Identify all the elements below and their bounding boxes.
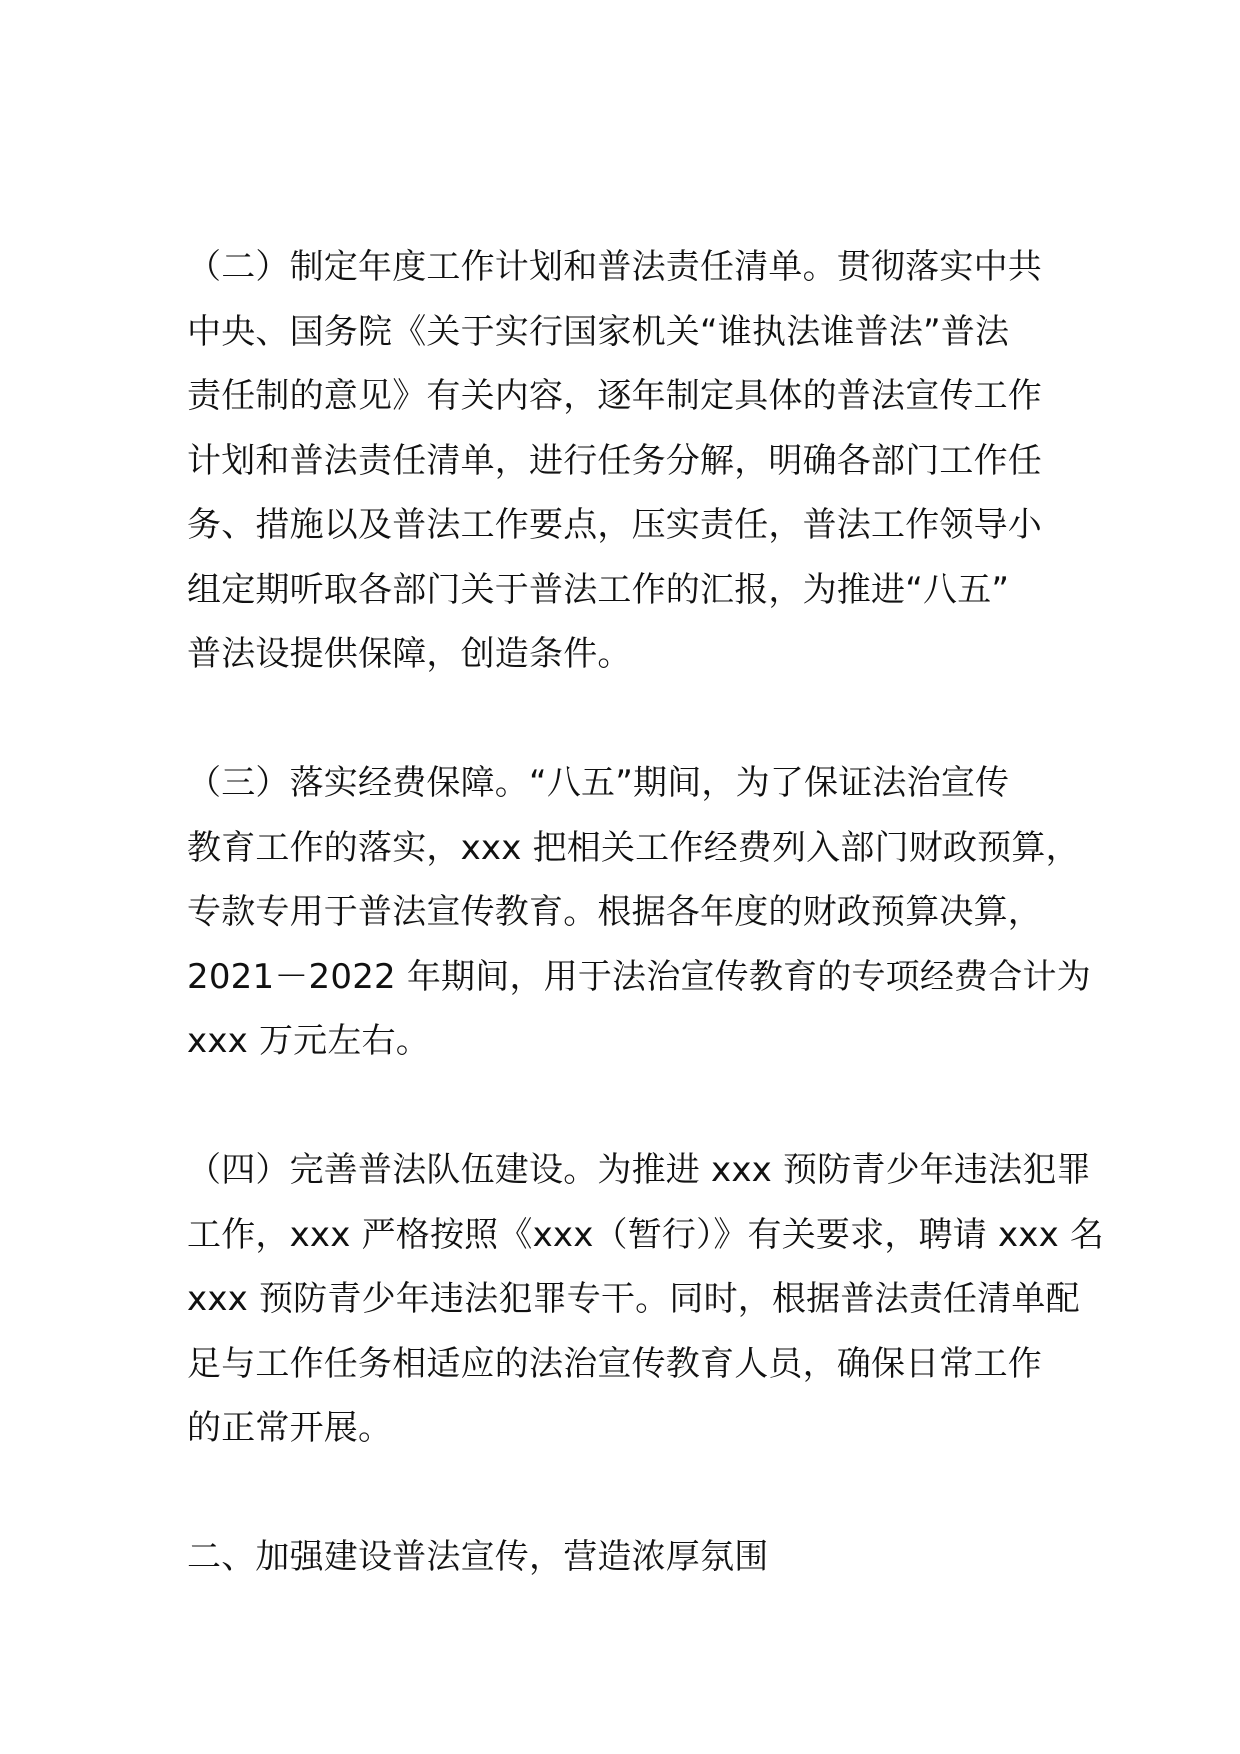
paragraph-line: 务、措施以及普法工作要点，压实责任，普法工作领导小	[187, 505, 1042, 545]
paragraph-spacer	[187, 1074, 1067, 1139]
paragraph-line: xxx 预防青少年违法犯罪专干。同时，根据普法责任清单配	[187, 1279, 1080, 1319]
paragraph-line: 计划和普法责任清单，进行任务分解，明确各部门工作任	[187, 440, 1042, 481]
paragraph-line: 足与工作任务相适应的法治宣传教育人员，确保日常工作	[187, 1343, 1042, 1384]
paragraph-line: （四）完善普法队伍建设。为推进 xxx 预防青少年违法犯罪	[187, 1150, 1091, 1190]
section-heading: 二、加强建设普法宣传，营造浓厚氛围	[187, 1537, 769, 1577]
paragraph-line: xxx 万元左右。	[187, 1021, 430, 1061]
document-body	[187, 235, 1105, 1590]
paragraph-section-2	[187, 235, 1067, 687]
paragraph-line: 专款专用于普法宣传教育。根据各年度的财政预算决算，	[187, 892, 1042, 932]
paragraph-line: 普法设提供保障，创造条件。	[187, 634, 632, 674]
paragraph-line: 组定期听取各部门关于普法工作的汇报，为推进“八五”	[187, 569, 1010, 610]
paragraph-line: 2021－2022 年期间，用于法治宣传教育的专项经费合计为	[187, 956, 1091, 997]
paragraph-line: 工作，xxx 严格按照《xxx（暂行）》有关要求，聘请 xxx 名	[187, 1214, 1105, 1255]
paragraph-line: （二）制定年度工作计划和普法责任清单。贯彻落实中共	[187, 247, 1042, 287]
paragraph-line: 责任制的意见》有关内容，逐年制定具体的普法宣传工作	[187, 376, 1042, 416]
paragraph-line: 中央、国务院《关于实行国家机关“谁执法谁普法”普法	[187, 311, 1010, 352]
paragraph-spacer	[187, 687, 1067, 752]
paragraph-section-4	[187, 1138, 1105, 1461]
paragraph-line: 教育工作的落实，xxx 把相关工作经费列入部门财政预算，	[187, 827, 1080, 868]
paragraph-line: （三）落实经费保障。“八五”期间，为了保证法治宣传	[187, 763, 1010, 803]
paragraph-line: 的正常开展。	[187, 1408, 393, 1448]
paragraph-spacer	[187, 1461, 1067, 1526]
paragraph-section-3	[187, 751, 1091, 1074]
